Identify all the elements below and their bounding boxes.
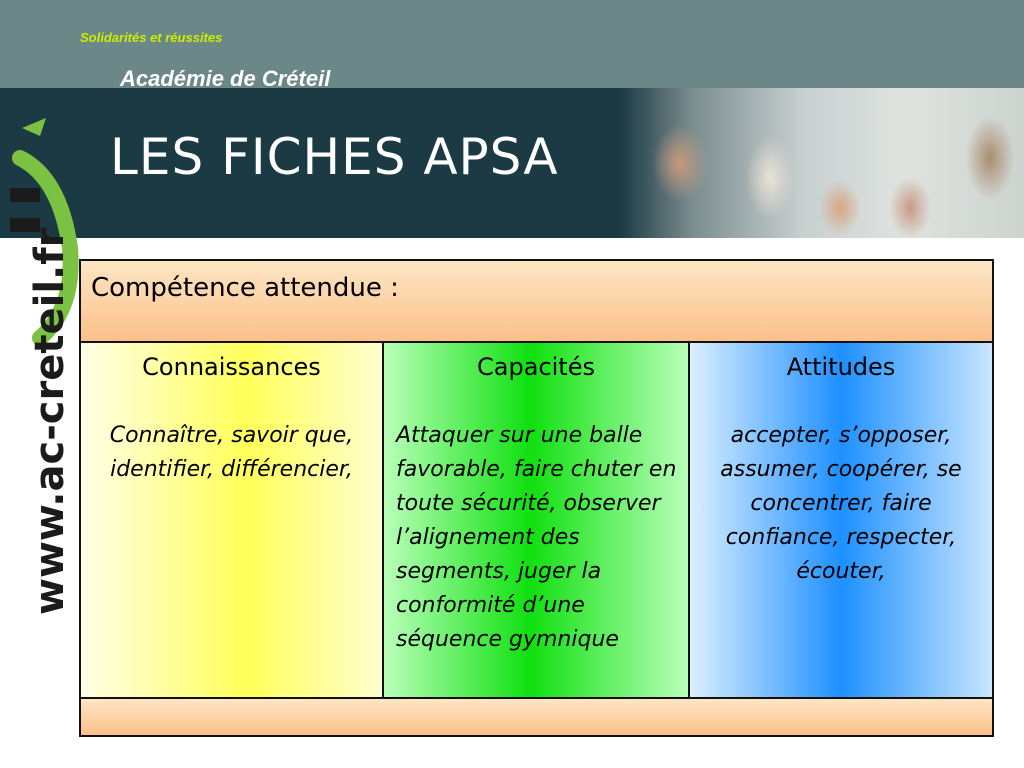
page-title: LES FICHES APSA (110, 128, 559, 186)
table-footer-row (81, 697, 992, 735)
column-capacites (384, 343, 690, 697)
students-photo (620, 88, 1024, 238)
column-connaissances (81, 343, 384, 697)
column-title: Attitudes (786, 353, 896, 381)
competence-table (79, 259, 994, 737)
website-url: www.ac-creteil.fr (27, 227, 73, 615)
table-header-row (81, 261, 992, 343)
column-text: Attaquer sur une balle favorable, faire chuter en toute sécurité, observer l’alignement des segments, juger la conformité d’une séquence gymnique (396, 423, 677, 652)
column-text: Connaître, savoir que, identifier, différencier, (109, 423, 354, 482)
column-title: Capacités (477, 353, 595, 381)
academie-label: Académie de Créteil (120, 66, 331, 91)
column-text: accepter, s’opposer, assumer, coopérer, se concentrer, faire confiance, respecter, écouter, (720, 423, 962, 584)
column-title: Connaissances (142, 353, 321, 381)
column-attitudes (690, 343, 992, 697)
competence-heading: Compétence attendue : (91, 273, 399, 303)
slogan: Solidarités et réussites (80, 30, 223, 45)
